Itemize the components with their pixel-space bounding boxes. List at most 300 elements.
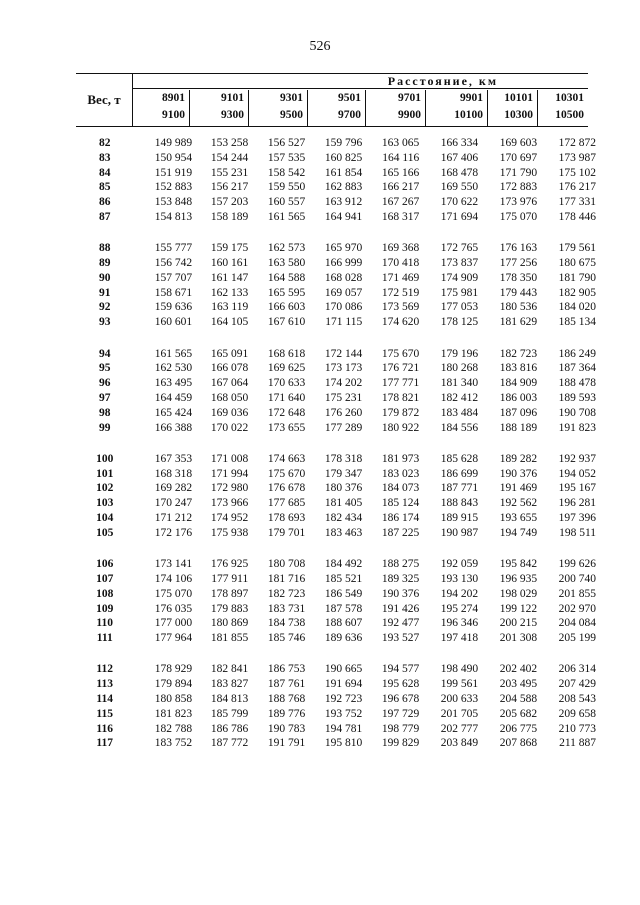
tariff-cell: 184 020	[558, 301, 597, 314]
tariff-cell: 181 629	[499, 316, 538, 329]
tariff-cell: 195 167	[558, 482, 597, 495]
weight-cell: 98	[98, 406, 111, 419]
tariff-cell: 183 752	[154, 737, 193, 750]
range-to: 9300	[221, 109, 244, 121]
weight-cell: 85	[98, 181, 111, 194]
tariff-cell: 193 752	[324, 707, 363, 720]
tariff-cell: 177 964	[154, 632, 193, 645]
tariff-cell: 198 511	[559, 526, 597, 539]
tariff-cell: 192 562	[499, 497, 538, 510]
tariff-cell: 183 484	[440, 406, 479, 419]
tariff-cell: 165 595	[267, 286, 306, 299]
tariff-cell: 170 622	[440, 196, 479, 209]
tariff-cell: 166 603	[267, 301, 306, 314]
tariff-cell: 176 035	[154, 602, 193, 615]
table-row	[76, 300, 596, 315]
range-from: 9101	[221, 92, 244, 104]
tariff-cell: 186 249	[558, 347, 597, 360]
tariff-cell: 176 925	[210, 558, 249, 571]
tariff-cell: 168 028	[324, 271, 363, 284]
tariff-cell: 177 053	[440, 301, 479, 314]
tariff-cell: 186 003	[499, 391, 538, 404]
tariff-cell: 154 813	[154, 210, 193, 223]
tariff-cell: 166 078	[210, 362, 249, 375]
tariff-cell: 172 144	[324, 347, 363, 360]
tariff-cell: 190 376	[381, 587, 420, 600]
tariff-cell: 174 663	[267, 452, 306, 465]
table-row	[76, 241, 596, 256]
tariff-cell: 161 854	[324, 166, 363, 179]
distance-range-header	[190, 90, 249, 126]
tariff-cell: 180 922	[381, 421, 420, 434]
table-row	[76, 136, 596, 151]
tariff-cell: 157 707	[154, 271, 193, 284]
tariff-cell: 180 708	[267, 558, 306, 571]
tariff-cell: 177 911	[211, 572, 249, 585]
tariff-cell: 160 825	[324, 151, 363, 164]
tariff-cell: 169 603	[499, 137, 538, 149]
tariff-cell: 182 434	[324, 512, 363, 525]
range-to: 9700	[338, 109, 361, 121]
tariff-cell: 168 050	[210, 391, 249, 404]
tariff-cell: 202 970	[558, 602, 597, 615]
table-row	[76, 481, 596, 496]
tariff-table-body	[76, 136, 596, 768]
tariff-cell: 170 633	[267, 377, 306, 390]
weight-cell: 87	[98, 210, 111, 223]
tariff-cell: 178 125	[440, 316, 479, 329]
tariff-cell: 187 578	[324, 602, 363, 615]
tariff-cell: 198 779	[381, 722, 420, 735]
tariff-cell: 179 443	[499, 286, 538, 299]
tariff-cell: 164 588	[267, 271, 306, 284]
tariff-cell: 196 678	[381, 693, 420, 705]
tariff-cell: 184 738	[267, 617, 306, 630]
weight-cell: 107	[96, 572, 114, 585]
tariff-cell: 168 618	[267, 347, 306, 360]
tariff-cell: 186 699	[440, 467, 479, 480]
weight-cell: 89	[98, 257, 111, 270]
tariff-cell: 189 776	[267, 707, 306, 720]
weight-column-header: Вес, т	[76, 74, 133, 126]
tariff-cell: 181 823	[154, 707, 193, 720]
tariff-cell: 182 723	[499, 347, 538, 360]
table-row	[76, 662, 596, 677]
tariff-cell: 187 225	[381, 526, 420, 539]
tariff-cell: 154 244	[210, 151, 249, 164]
tariff-cell: 158 189	[210, 210, 249, 223]
tariff-cell: 191 791	[267, 737, 306, 750]
weight-cell: 116	[96, 722, 114, 735]
tariff-cell: 167 267	[381, 196, 420, 209]
tariff-cell: 170 247	[154, 497, 193, 510]
weight-cell: 111	[96, 632, 113, 645]
tariff-cell: 173 141	[154, 558, 193, 571]
tariff-cell: 189 282	[499, 452, 538, 465]
tariff-cell: 162 883	[324, 181, 363, 194]
table-row	[76, 677, 596, 692]
tariff-cell: 179 196	[440, 347, 479, 360]
tariff-cell: 185 124	[381, 497, 420, 510]
tariff-cell: 172 519	[381, 286, 420, 299]
table-row	[76, 180, 596, 195]
distance-header: Расстояние, км	[132, 74, 588, 89]
tariff-cell: 201 855	[558, 587, 597, 600]
tariff-cell: 181 973	[381, 452, 420, 465]
tariff-cell: 200 740	[558, 572, 597, 585]
table-row	[76, 692, 596, 707]
tariff-cell: 188 189	[499, 421, 538, 434]
tariff-cell: 177 256	[499, 257, 538, 270]
tariff-cell: 177 771	[381, 377, 420, 390]
tariff-cell: 192 477	[381, 617, 420, 630]
tariff-cell: 175 981	[440, 286, 479, 299]
weight-cell: 114	[96, 693, 114, 705]
weight-cell: 112	[96, 663, 114, 676]
tariff-cell: 183 731	[267, 602, 306, 615]
tariff-cell: 176 721	[381, 362, 420, 375]
tariff-cell: 186 174	[381, 512, 420, 525]
range-from: 10101	[504, 92, 533, 104]
tariff-cell: 176 217	[558, 181, 597, 194]
tariff-cell: 192 937	[558, 452, 597, 465]
tariff-cell: 171 212	[154, 512, 193, 525]
tariff-cell: 185 134	[558, 316, 597, 329]
table-row	[76, 467, 596, 482]
weight-cell: 86	[98, 196, 111, 209]
table-row	[76, 376, 596, 391]
tariff-cell: 182 905	[558, 286, 597, 299]
table-row	[76, 452, 596, 467]
tariff-cell: 198 029	[499, 587, 538, 600]
table-row	[76, 511, 596, 526]
tariff-cell: 165 970	[324, 242, 363, 255]
tariff-cell: 177 331	[558, 196, 597, 209]
tariff-cell: 184 556	[440, 421, 479, 434]
tariff-cell: 173 987	[558, 151, 597, 164]
tariff-cell: 179 347	[324, 467, 363, 480]
tariff-cell: 181 790	[558, 271, 597, 284]
tariff-cell: 170 697	[499, 151, 538, 164]
table-row	[76, 722, 596, 737]
tariff-cell: 193 655	[499, 512, 538, 525]
row-group	[76, 347, 596, 436]
tariff-cell: 164 105	[210, 316, 249, 329]
tariff-cell: 162 573	[267, 242, 306, 255]
table-row	[76, 587, 596, 602]
tariff-cell: 188 768	[267, 693, 306, 705]
tariff-cell: 169 282	[154, 482, 193, 495]
tariff-cell: 175 102	[558, 166, 597, 179]
tariff-cell: 177 685	[267, 497, 306, 510]
table-row	[76, 557, 596, 572]
table-row	[76, 707, 596, 722]
tariff-cell: 178 821	[381, 391, 420, 404]
weight-cell: 110	[96, 617, 114, 630]
tariff-cell: 192 723	[324, 693, 363, 705]
tariff-cell: 190 987	[440, 526, 479, 539]
tariff-cell: 197 729	[381, 707, 420, 720]
tariff-cell: 180 858	[154, 693, 193, 705]
weight-cell: 95	[98, 362, 111, 375]
tariff-cell: 205 199	[558, 632, 597, 645]
tariff-cell: 184 909	[499, 377, 538, 390]
tariff-cell: 199 122	[499, 602, 538, 615]
tariff-cell: 159 796	[324, 137, 363, 149]
tariff-cell: 180 376	[324, 482, 363, 495]
tariff-cell: 162 530	[154, 362, 193, 375]
tariff-cell: 203 495	[499, 678, 538, 691]
tariff-cell: 187 096	[499, 406, 538, 419]
tariff-cell: 174 620	[381, 316, 420, 329]
tariff-cell: 187 761	[267, 678, 306, 691]
tariff-cell: 156 527	[267, 137, 306, 149]
tariff-cell: 190 708	[558, 406, 597, 419]
tariff-cell: 182 412	[440, 391, 479, 404]
tariff-cell: 179 872	[381, 406, 420, 419]
table-header	[76, 73, 588, 127]
tariff-cell: 156 217	[210, 181, 249, 194]
tariff-cell: 175 070	[499, 210, 538, 223]
tariff-cell: 188 478	[558, 377, 597, 390]
tariff-cell: 179 894	[154, 678, 193, 691]
tariff-cell: 175 231	[324, 391, 363, 404]
weight-cell: 93	[98, 316, 111, 329]
tariff-cell: 180 869	[210, 617, 249, 630]
tariff-cell: 188 275	[381, 558, 420, 571]
tariff-cell: 188 607	[324, 617, 363, 630]
table-row	[76, 271, 596, 286]
tariff-cell: 194 202	[440, 587, 479, 600]
tariff-cell: 199 561	[440, 678, 479, 691]
tariff-cell: 183 023	[381, 467, 420, 480]
tariff-cell: 186 549	[324, 587, 363, 600]
tariff-cell: 188 843	[440, 497, 479, 510]
tariff-cell: 187 364	[558, 362, 597, 375]
tariff-cell: 204 084	[558, 617, 597, 630]
range-to: 9900	[398, 109, 421, 121]
table-row	[76, 406, 596, 421]
range-to: 10100	[454, 109, 483, 121]
tariff-cell: 168 317	[381, 210, 420, 223]
row-group	[76, 452, 596, 541]
table-row	[76, 572, 596, 587]
tariff-cell: 161 565	[154, 347, 193, 360]
tariff-cell: 172 883	[499, 181, 538, 194]
tariff-cell: 172 648	[267, 406, 306, 419]
tariff-cell: 190 376	[499, 467, 538, 480]
tariff-cell: 206 314	[558, 663, 597, 676]
tariff-cell: 210 773	[558, 722, 597, 735]
distance-range-header	[488, 90, 538, 126]
tariff-cell: 183 463	[324, 526, 363, 539]
tariff-cell: 153 848	[154, 196, 193, 209]
tariff-cell: 195 274	[440, 602, 479, 615]
tariff-cell: 163 065	[381, 137, 420, 149]
tariff-cell: 174 106	[154, 572, 193, 585]
tariff-cell: 163 912	[324, 196, 363, 209]
tariff-cell: 155 231	[210, 166, 249, 179]
tariff-cell: 165 424	[154, 406, 193, 419]
table-row	[76, 315, 596, 330]
range-from: 10301	[555, 92, 584, 104]
tariff-cell: 173 173	[324, 362, 363, 375]
distance-range-header	[426, 90, 488, 126]
tariff-cell: 160 601	[154, 316, 193, 329]
tariff-cell: 180 268	[440, 362, 479, 375]
distance-range-header	[366, 90, 426, 126]
weight-cell: 102	[96, 482, 114, 495]
tariff-cell: 160 161	[210, 257, 249, 270]
tariff-cell: 194 781	[324, 722, 363, 735]
tariff-cell: 178 446	[558, 210, 597, 223]
tariff-cell: 157 535	[267, 151, 306, 164]
tariff-cell: 166 388	[154, 421, 193, 434]
tariff-cell: 190 665	[324, 663, 363, 676]
tariff-cell: 204 588	[499, 693, 538, 705]
tariff-cell: 198 490	[440, 663, 479, 676]
weight-cell: 103	[96, 497, 114, 510]
tariff-cell: 196 346	[440, 617, 479, 630]
table-row	[76, 736, 596, 751]
tariff-cell: 168 318	[154, 467, 193, 480]
table-row	[76, 421, 596, 436]
tariff-cell: 172 872	[558, 137, 597, 149]
tariff-cell: 170 418	[381, 257, 420, 270]
tariff-cell: 171 994	[210, 467, 249, 480]
tariff-cell: 182 841	[210, 663, 249, 676]
tariff-cell: 167 610	[267, 316, 306, 329]
table-row	[76, 166, 596, 181]
tariff-cell: 184 813	[210, 693, 249, 705]
tariff-cell: 161 147	[210, 271, 249, 284]
weight-cell: 105	[96, 526, 114, 539]
table-row	[76, 526, 596, 541]
tariff-cell: 163 580	[267, 257, 306, 270]
tariff-cell: 207 429	[558, 678, 597, 691]
weight-cell: 106	[96, 558, 114, 571]
tariff-cell: 173 966	[210, 497, 249, 510]
tariff-cell: 191 694	[324, 678, 363, 691]
tariff-cell: 150 954	[154, 151, 193, 164]
weight-cell: 109	[96, 602, 114, 615]
tariff-cell: 195 842	[499, 558, 538, 571]
tariff-cell: 209 658	[558, 707, 597, 720]
tariff-cell: 173 837	[440, 257, 479, 270]
tariff-cell: 175 670	[267, 467, 306, 480]
tariff-cell: 173 569	[381, 301, 420, 314]
range-from: 9301	[280, 92, 303, 104]
range-from: 8901	[162, 92, 185, 104]
tariff-cell: 181 405	[324, 497, 363, 510]
tariff-cell: 153 258	[210, 137, 249, 149]
tariff-cell: 189 636	[324, 632, 363, 645]
tariff-cell: 166 999	[324, 257, 363, 270]
tariff-cell: 200 215	[499, 617, 538, 630]
tariff-cell: 189 593	[558, 391, 597, 404]
tariff-cell: 159 175	[210, 242, 249, 255]
tariff-cell: 196 281	[558, 497, 597, 510]
tariff-cell: 185 799	[210, 707, 249, 720]
tariff-cell: 180 536	[499, 301, 538, 314]
tariff-cell: 166 334	[440, 137, 479, 149]
tariff-cell: 165 166	[381, 166, 420, 179]
row-group	[76, 241, 596, 330]
tariff-cell: 160 557	[267, 196, 306, 209]
tariff-cell: 179 701	[267, 526, 306, 539]
tariff-cell: 182 788	[154, 722, 193, 735]
tariff-cell: 161 565	[267, 210, 306, 223]
weight-cell: 100	[96, 452, 114, 465]
tariff-cell: 191 426	[381, 602, 420, 615]
tariff-cell: 178 897	[210, 587, 249, 600]
weight-cell: 99	[98, 421, 111, 434]
tariff-cell: 155 777	[154, 242, 193, 255]
tariff-cell: 196 935	[499, 572, 538, 585]
tariff-cell: 189 915	[440, 512, 479, 525]
tariff-cell: 199 626	[558, 558, 597, 571]
tariff-cell: 164 459	[154, 391, 193, 404]
tariff-cell: 192 059	[440, 558, 479, 571]
weight-cell: 83	[98, 151, 111, 164]
row-group	[76, 136, 596, 225]
weight-cell: 82	[98, 137, 111, 149]
tariff-cell: 175 938	[210, 526, 249, 539]
tariff-cell: 174 952	[210, 512, 249, 525]
tariff-cell: 184 492	[324, 558, 363, 571]
table-row	[76, 195, 596, 210]
tariff-cell: 184 073	[381, 482, 420, 495]
table-row	[76, 286, 596, 301]
tariff-cell: 208 543	[558, 693, 597, 705]
tariff-cell: 181 855	[210, 632, 249, 645]
tariff-cell: 200 633	[440, 693, 479, 705]
tariff-cell: 202 402	[499, 663, 538, 676]
tariff-cell: 179 561	[558, 242, 597, 255]
tariff-cell: 191 823	[558, 421, 597, 434]
tariff-cell: 181 716	[267, 572, 306, 585]
tariff-cell: 169 368	[381, 242, 420, 255]
tariff-cell: 194 052	[558, 467, 597, 480]
tariff-cell: 171 694	[440, 210, 479, 223]
tariff-cell: 173 655	[267, 421, 306, 434]
tariff-cell: 201 308	[499, 632, 538, 645]
tariff-cell: 151 919	[154, 166, 193, 179]
weight-cell: 104	[96, 512, 114, 525]
weight-cell: 90	[98, 271, 111, 284]
tariff-cell: 175 070	[154, 587, 193, 600]
tariff-cell: 182 723	[267, 587, 306, 600]
row-group	[76, 662, 596, 751]
tariff-cell: 170 022	[210, 421, 249, 434]
tariff-cell: 186 753	[267, 663, 306, 676]
distance-range-header	[538, 90, 588, 126]
tariff-cell: 178 350	[499, 271, 538, 284]
table-row	[76, 361, 596, 376]
weight-cell: 97	[98, 391, 111, 404]
tariff-cell: 166 217	[381, 181, 420, 194]
tariff-cell: 183 827	[210, 678, 249, 691]
tariff-cell: 189 325	[381, 572, 420, 585]
weight-cell: 101	[96, 467, 114, 480]
tariff-cell: 206 775	[499, 722, 538, 735]
table-row	[76, 256, 596, 271]
tariff-cell: 171 469	[381, 271, 420, 284]
weight-cell: 108	[96, 587, 114, 600]
tariff-cell: 165 091	[210, 347, 249, 360]
tariff-cell: 211 887	[559, 737, 597, 750]
tariff-cell: 172 980	[210, 482, 249, 495]
